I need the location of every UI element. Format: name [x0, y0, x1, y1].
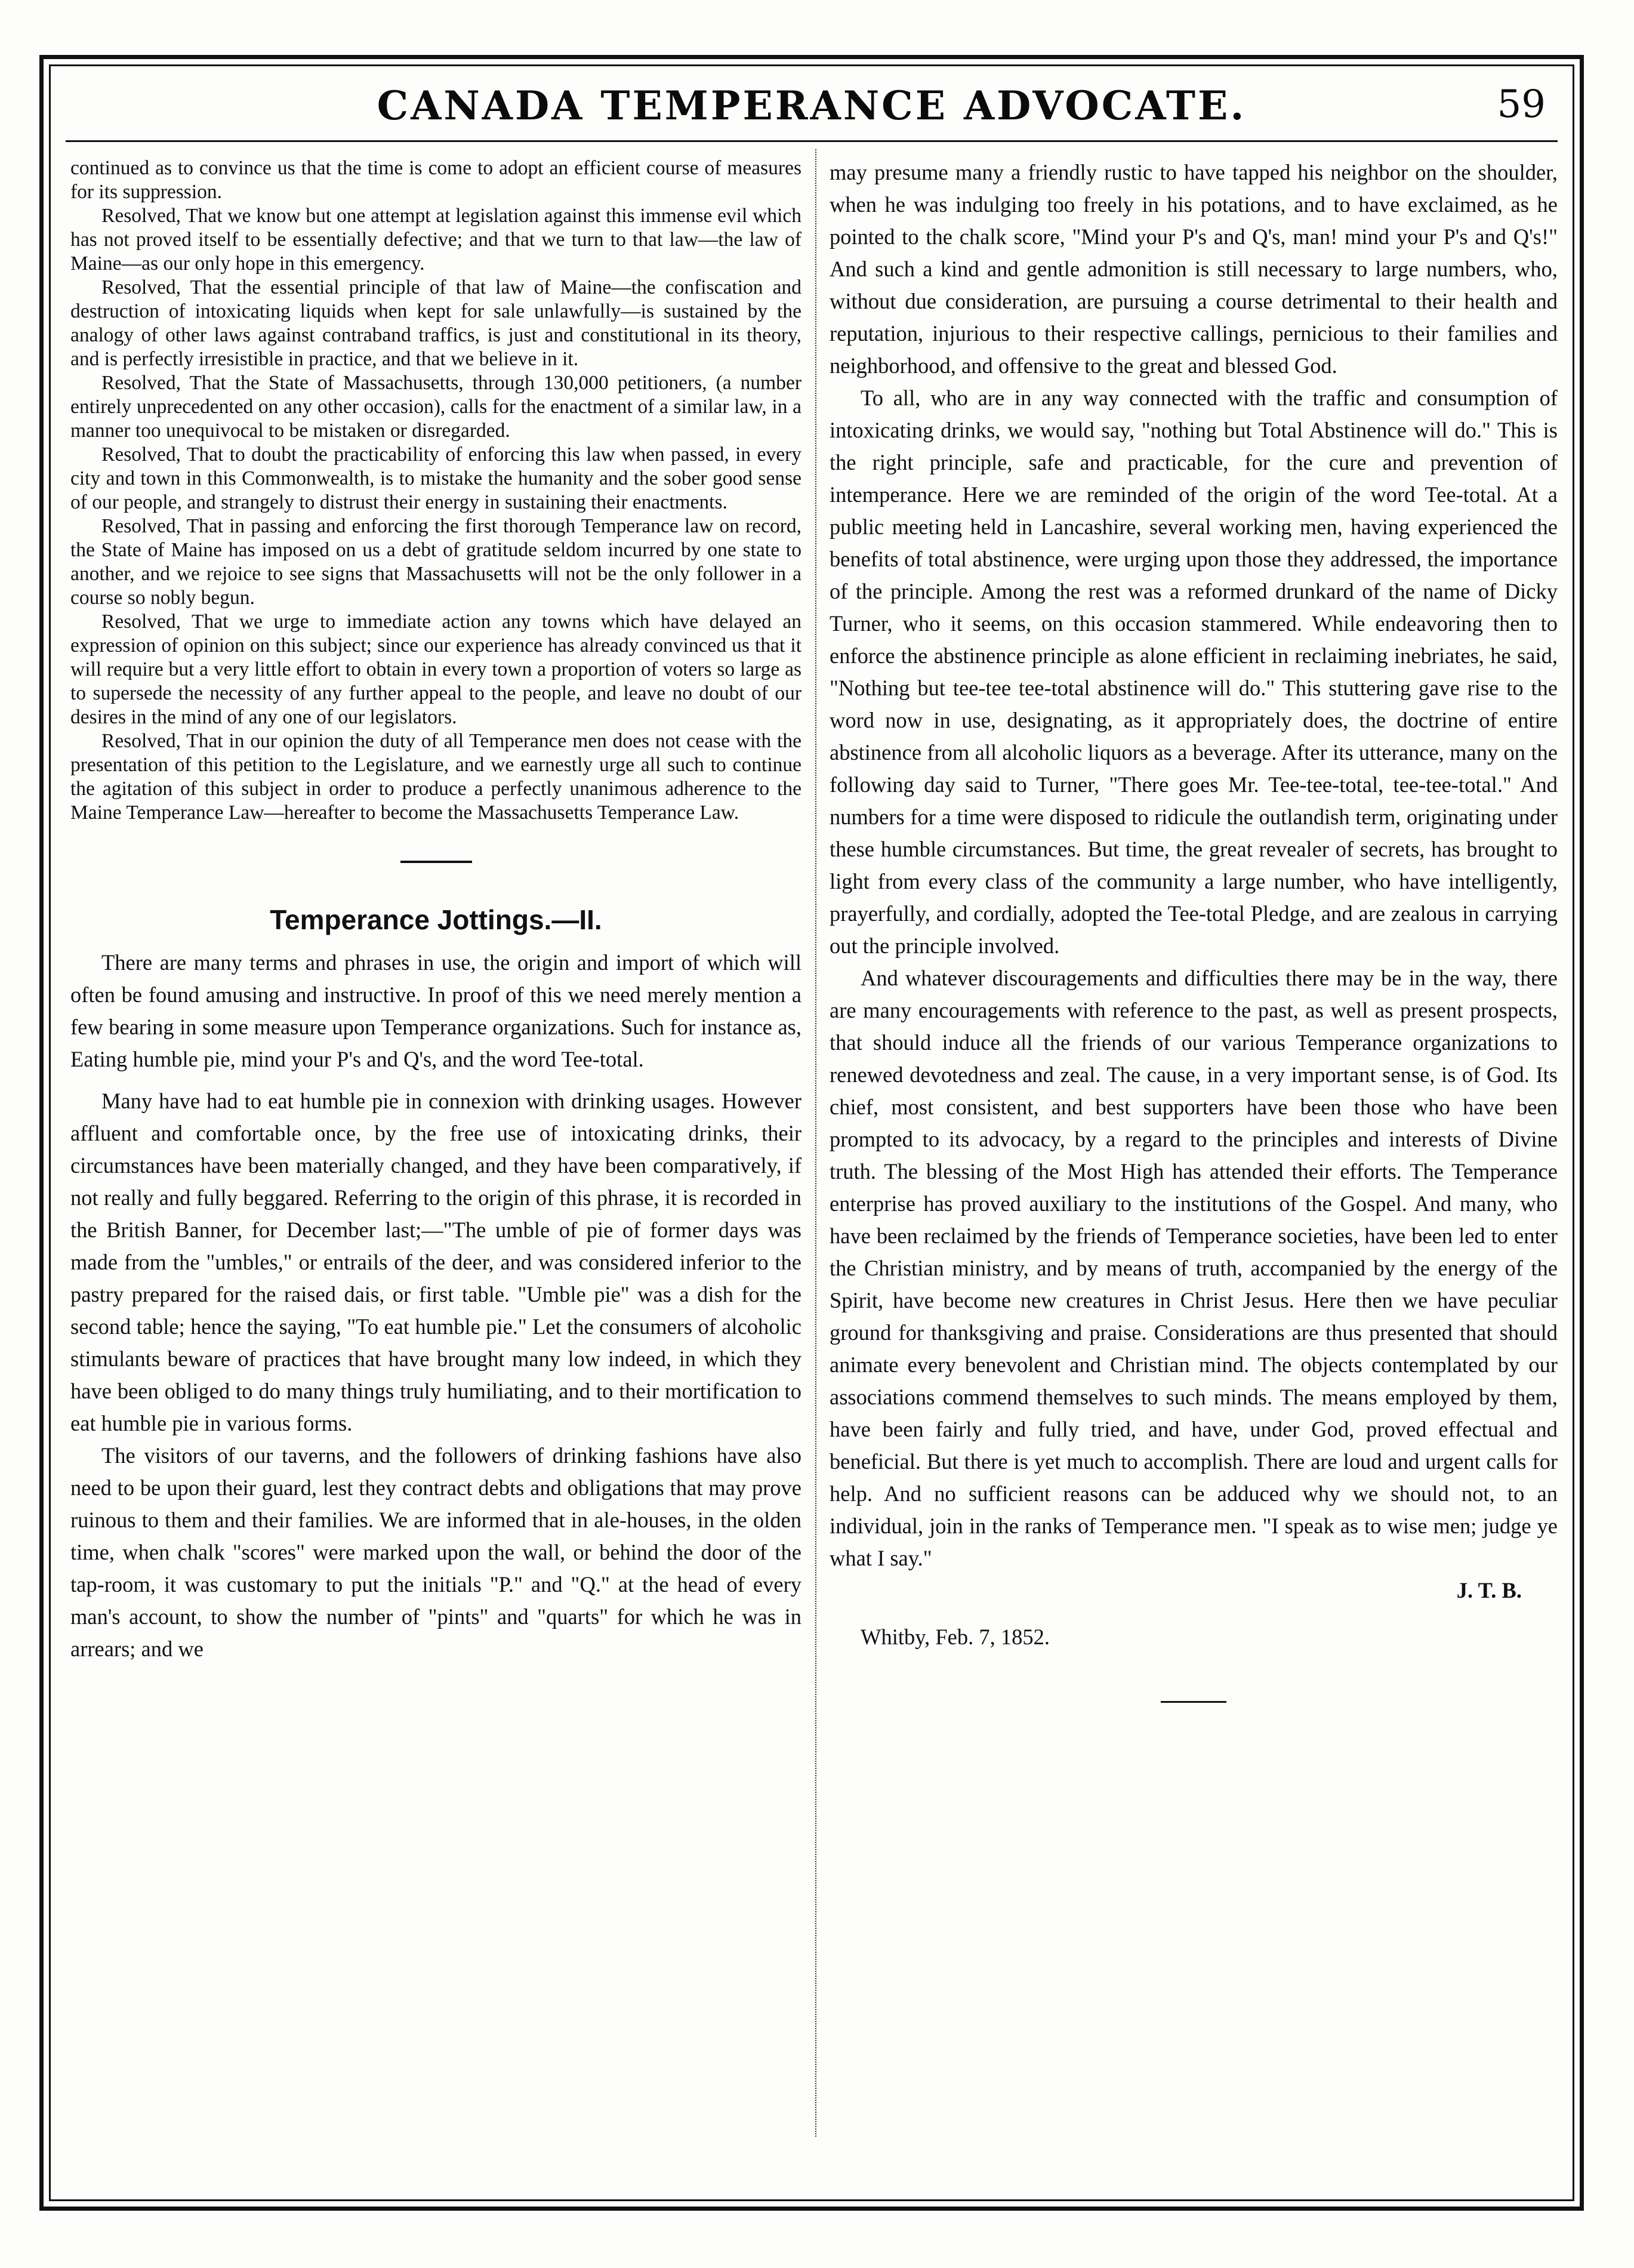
article-body-left	[70, 947, 801, 1665]
article-paragraph: may presume many a friendly rustic to have tapped his neighbor on the shoulder, when he was indulging too freely in his potations, and to have exclaimed, as he pointed to the chalk score, "Mind your P's and Q's, man! mind your P's and Q's!" And such a kind and gentle admonition is still necessary to large numbers, who, without due consideration, are pursuing a course detrimental to their health and reputation, injurious to their respective callings, pernicious to their families and neighborhood, and offensive to the great and blessed God.	[830, 160, 1558, 378]
article-paragraph: The visitors of our taverns, and the followers of drinking fashions have also need to be upon their guard, lest they contract debts and obligations that may prove ruinous to them and their families. We are informed that in ale-houses, in the olden time, when chalk "scores" were marked upon the wall, or behind the door of the tap-room, it was customary to put the initials "P." and "Q." at the head of every man's account, to show the number of "pints" and "quarts" for which he was in arrears; and we	[70, 1443, 801, 1661]
resolution-paragraph: Resolved, That in our opinion the duty of all Temperance men does not cease with the presentation of this petition to the Legislature, and we earnestly urge all such to continue the agitation of this subject in order to produce a perfectly unanimous adherence to the Maine Temperance Law—hereafter to become the Massachusetts Temperance Law.	[70, 730, 801, 824]
resolution-paragraph: Resolved, That we urge to immediate action any towns which have delayed an expression of opinion on this subject; since our experience has already convinced us that it will require but a very little effort to obtain in every town a proportion of voters so large as to supersede the necessity of any further appeal to the people, and leave no doubt of our desires in the mind of any one of our legislators.	[70, 611, 801, 728]
publication-title: CANADA TEMPERANCE ADVOCATE.	[377, 82, 1247, 129]
resolution-paragraph: Resolved, That we know but one attempt at legislation against this immense evil which has not proved itself to be essentially defective; and that we turn to that law—the law of Maine—as our only hope in this emergency.	[70, 205, 801, 275]
resolution-paragraph: Resolved, That the essential principle of that law of Maine—the confiscation and destruction of intoxicating liquids when kept for sale unlawfully—is sustained by the analogy of other laws against contraband traffics, is just and constitutional in its theory, and is perfectly irresistible in practice, and that we believe in it.	[70, 276, 801, 370]
header-rule	[66, 140, 1558, 142]
resolution-paragraph: Resolved, That in passing and enforcing the first thorough Temperance law on record, the State of Maine has imposed on us a debt of gratitude seldom incurred by one state to another, and we rejoice to see signs that Massachusetts will not be the only follower in a course so nobly begun.	[70, 515, 801, 609]
resolution-paragraph: Resolved, That to doubt the practicability of enforcing this law when passed, in every city and town in this Commonwealth, is to mistake the humanity and the sober good sense of our people, and strangely to distrust their energy in sustaining their enactments.	[70, 443, 801, 513]
article-paragraph: Many have had to eat humble pie in connexion with drinking usages. However affluent and comfortable once, by the free use of intoxicating drinks, their circumstances have been materially changed, and they have been comparatively, if not really and fully beggared. Referring to the origin of this phrase, it is recorded in the British Banner, for December last;—"The umble of pie of former days was made from the "umbles," or entrails of the deer, and was considered inferior to the pastry prepared for the raised dais, or first table. "Umble pie" was a dish for the second table; hence the saying, "To eat humble pie." Let the consumers of alcoholic stimulants beware of practices that have brought many low indeed, in which they have been obliged to do many things truly humiliating, and to their mortification to eat humble pie in various forms.	[70, 1089, 801, 1435]
resolutions-block	[70, 156, 801, 825]
left-column	[70, 156, 801, 1665]
article-paragraph: To all, who are in any way connected with the traffic and consumption of intoxicating drinks, we would say, "nothing but Total Abstinence will do." This is the right principle, safe and practicable, for the cure and prevention of intemperance. Here we are reminded of the origin of the word Tee-total. At a public meeting held in Lancashire, several working men, having experienced the benefits of total abstinence, were urging upon those they addressed, the importance of the principle. Among the rest was a reformed drunkard of the name of Dicky Turner, who it seems, on this occasion stammered. While endeavoring then to enforce the abstinence principle as alone efficient in reclaiming inebriates, he said, "Nothing but tee-tee tee-total abstinence will do." This stuttering gave rise to the word now in use, designating, as it appropriately does, the doctrine of entire abstinence from all alcoholic liquors as a beverage. After its utterance, many on the following day said to Turner, "There goes Mr. Tee-tee-total, tee-tee-total." And numbers for a time were disposed to ridicule the outlandish term, originating under these humble circumstances. But time, the great revealer of secrets, has brought to light from every class of the community a large number, who have intelligently, prayerfully, and cordially, adopted the Tee-total Pledge, and are zealous in carrying out the principle involved.	[830, 386, 1558, 958]
closing-rule	[1161, 1701, 1226, 1703]
author-signature: J. T. B.	[1456, 1578, 1522, 1603]
section-title: Temperance Jottings.—II.	[270, 904, 602, 935]
page-header	[66, 82, 1558, 136]
column-divider	[815, 149, 816, 2137]
resolution-paragraph: continued as to convince us that the time is come to adopt an efficient course of measures for its suppression.	[70, 157, 801, 203]
article-paragraph: There are many terms and phrases in use, the origin and import of which will often be found amusing and instructive. In proof of this we need merely mention a few bearing in some measure upon Temperance organizations. Such for instance as, Eating humble pie, mind your P's and Q's, and the word Tee-total.	[70, 950, 801, 1071]
page-number: 59	[1497, 82, 1546, 127]
right-column	[830, 156, 1558, 1703]
resolution-paragraph: Resolved, That the State of Massachusetts, through 130,000 petitioners, (a number entirely unprecedented on any other occasion), calls for the enactment of a similar law, in a manner too unequivocal to be mistaken or disregarded.	[70, 372, 801, 442]
dateline: Whitby, Feb. 7, 1852.	[861, 1625, 1050, 1649]
article-paragraph: And whatever discouragements and difficulties there may be in the way, there are many encouragements with reference to the past, as well as present prospects, that should induce all the friends of our various Temperance organizations to renewed devotedness and zeal. The cause, in a very important sense, is of God. Its chief, most consistent, and best supporters have been those who have been prompted to its advocacy, by a regard to the principles and interests of Divine truth. The blessing of the Most High has attended their efforts. The Temperance enterprise has proved auxiliary to the institutions of the Gospel. And many, who have been reclaimed by the friends of Temperance societies, have been led to enter the Christian ministry, and by means of truth, accompanied by the energy of the Spirit, have become new creatures in Christ Jesus. Here then we have peculiar ground for thanksgiving and praise. Considerations are thus presented that should animate every benevolent and Christian mind. The objects contemplated by our associations commend themselves to such minds. The means employed by them, have been fairly and fully tried, and have, under God, proved effectual and beneficial. But there is yet much to accomplish. There are loud and urgent calls for help. And no sufficient reasons can be adduced why we should not, to an individual, join in the ranks of Temperance men. "I speak as to wise men; judge ye what I say."	[830, 966, 1558, 1570]
